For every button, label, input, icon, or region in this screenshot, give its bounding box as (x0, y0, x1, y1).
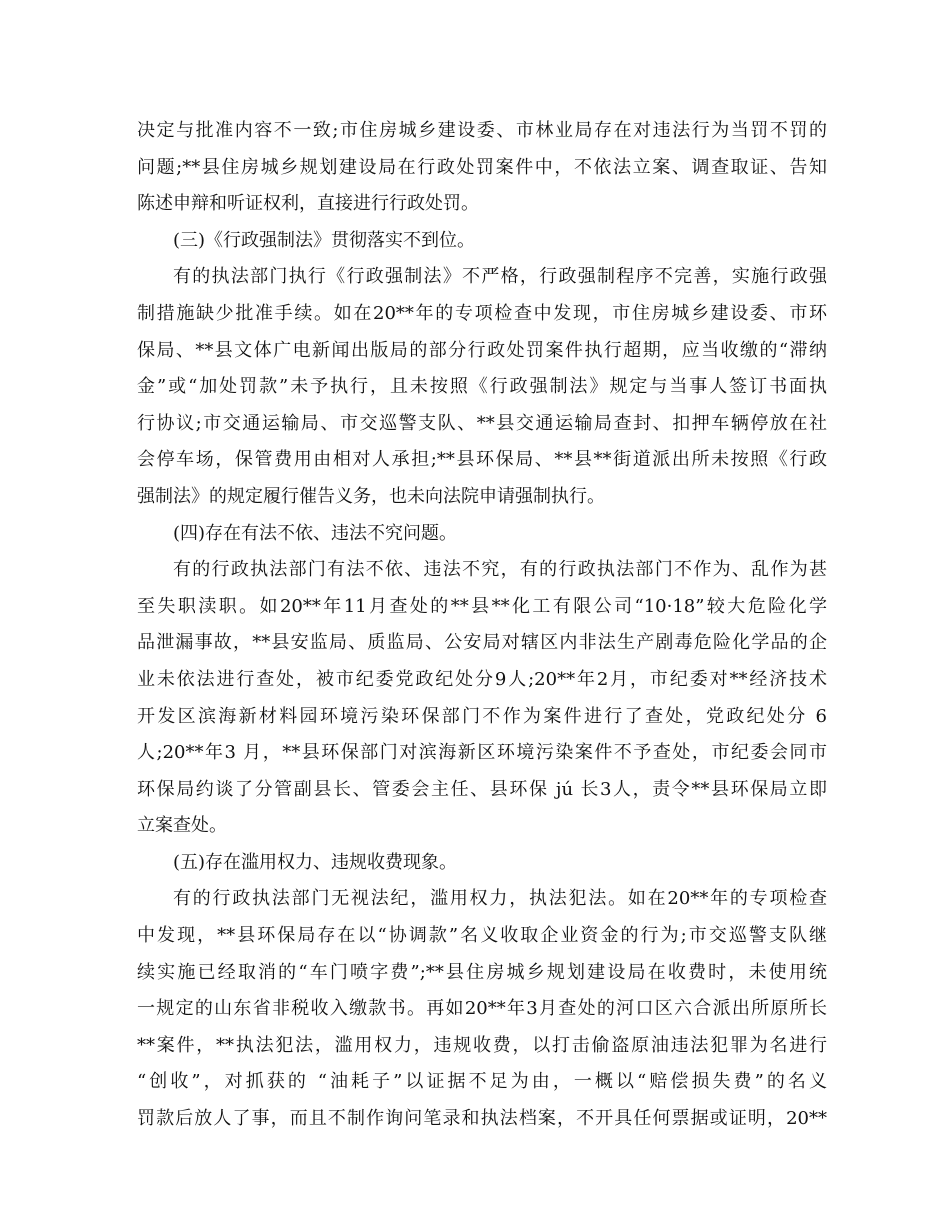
text-line: 问题;**县住房城乡规划建设局在行政处罚案件中，不依法立案、调查取证、告知 (137, 156, 827, 178)
text-line: “创收”，对抓获的 “油耗子”以证据不足为由，一概以“赔偿损失费”的名义 (137, 1071, 827, 1093)
text-line: 品泄漏事故，**县安监局、质监局、公安局对辖区内非法生产剧毒危险化学品的企 (137, 632, 827, 654)
text-line: 续实施已经取消的“车门喷字费”;**县住房城乡规划建设局在收费时，未使用统 (137, 961, 827, 983)
text-line: 至失职渎职。如20**年11月查处的**县**化工有限公司“10·18”较大危险化学 (137, 595, 827, 617)
text-line: 人;20**年3 月，**县环保部门对滨海新区环境污染案件不予查处，市纪委会同市 (137, 742, 827, 764)
text-line: 金”或“加处罚款”未予执行，且未按照《行政强制法》规定与当事人签订书面执 (137, 376, 827, 398)
text-line: 有的行政执法部门有法不依、违法不究，有的行政执法部门不作为、乱作为甚 (173, 559, 827, 581)
text-line: 会停车场，保管费用由相对人承担;**县环保局、**县**街道派出所未按照《行政 (137, 449, 827, 471)
section-heading: (三)《行政强制法》贯彻落实不到位。 (173, 229, 476, 251)
text-line: 有的行政执法部门无视法纪，滥用权力，执法犯法。如在20**年的专项检查 (173, 888, 827, 910)
text-line: 强制法》的规定履行催告义务，也未向法院申请强制执行。 (137, 485, 605, 507)
text-line: 制措施缺少批准手续。如在20**年的专项检查中发现，市住房城乡建设委、市环 (137, 302, 827, 324)
section-heading: (四)存在有法不依、违法不究问题。 (173, 522, 458, 544)
text-line: 业未依法进行查处，被市纪委党政纪处分9人;20**年2月，市纪委对**经济技术 (137, 668, 827, 690)
document-body (137, 113, 827, 1138)
text-line: 中发现，**县环保局存在以“协调款”名义收取企业资金的行为;市交巡警支队继 (137, 925, 827, 947)
text-line: **案件，**执法犯法，滥用权力，违规收费，以打击偷盗原油违法犯罪为名进行 (137, 1034, 827, 1056)
text-line: 罚款后放人了事，而且不制作询问笔录和执法档案，不开具任何票据或证明，20** (137, 1108, 827, 1130)
text-line: 环保局约谈了分管副县长、管委会主任、县环保 jú 长3人，责令**县环保局立即 (137, 778, 827, 800)
text-line: 有的执法部门执行《行政强制法》不严格，行政强制程序不完善，实施行政强 (173, 266, 827, 288)
text-line: 一规定的山东省非税收入缴款书。再如20**年3月查处的河口区六合派出所原所长 (137, 998, 827, 1020)
text-line: 保局、**县文体广电新闻出版局的部分行政处罚案件执行超期，应当收缴的“滞纳 (137, 339, 827, 361)
section-heading: (五)存在滥用权力、违规收费现象。 (173, 851, 458, 873)
text-line: 决定与批准内容不一致;市住房城乡建设委、市林业局存在对违法行为当罚不罚的 (137, 120, 827, 141)
text-line: 行协议;市交通运输局、市交巡警支队、**县交通运输局查封、扣押车辆停放在社 (137, 412, 827, 434)
text-line: 开发区滨海新材料园环境污染环保部门不作为案件进行了查处，党政纪处分 6 (137, 705, 827, 727)
text-line: 陈述申辩和听证权利，直接进行行政处罚。 (137, 193, 479, 215)
text-line: 立案查处。 (137, 815, 227, 837)
